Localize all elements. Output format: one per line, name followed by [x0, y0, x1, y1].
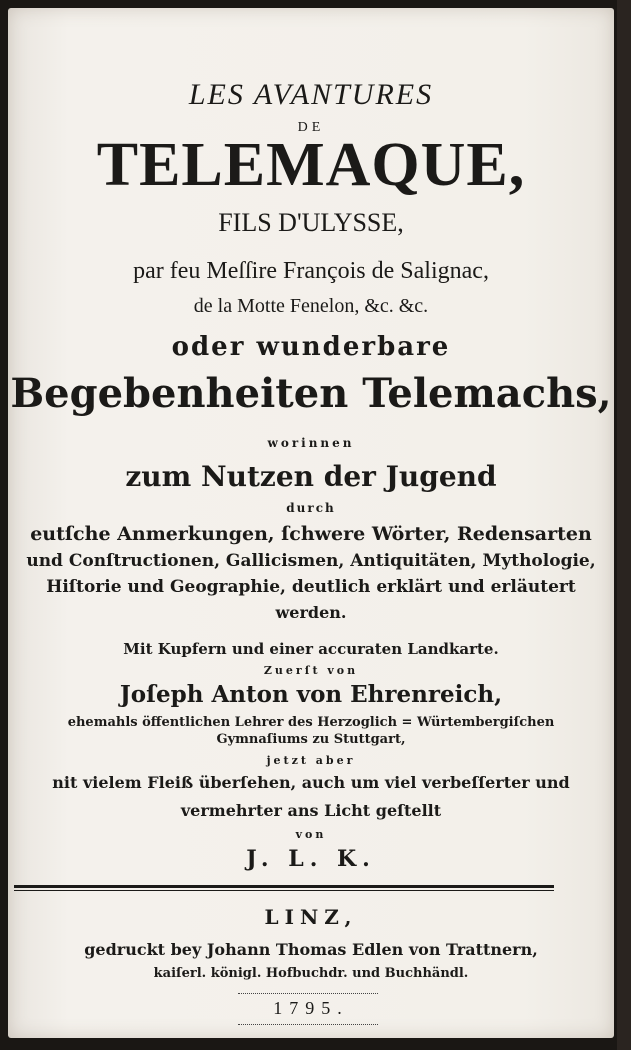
- translator-name: Joſeph Anton von Ehrenreich,: [119, 681, 503, 708]
- editor-initials: J. L. K.: [246, 846, 376, 872]
- imprint-printer: gedruckt bey Johann Thomas Edlen von Trattnern,: [84, 940, 538, 959]
- description-line-4: werden.: [275, 603, 347, 622]
- divider-rule-thin: [14, 890, 554, 891]
- von: von: [295, 828, 327, 841]
- year-rule-top: [238, 993, 378, 994]
- revision-line-1: nit vielem Fleiß überſehen, auch um viel verbeſſerter und: [52, 773, 570, 792]
- title-page: [8, 8, 614, 1038]
- divider-rule-thick: [14, 885, 554, 888]
- title-line-les-avantures: LES AVANTURES: [188, 78, 434, 111]
- translator-role-line-2: Gymnaſiums zu Stuttgart,: [216, 732, 406, 747]
- german-main-title: Begebenheiten Telemachs,: [10, 370, 612, 417]
- main-title-telemaque: TELEMAQUE,: [96, 131, 526, 199]
- revision-line-2: vermehrter ans Licht geſtellt: [180, 801, 442, 820]
- book-edge: [617, 0, 631, 1050]
- illustrations-note: Mit Kupfern und einer accuraten Landkarte.: [123, 640, 499, 658]
- author-line-2: de la Motte Fenelon, &c. &c.: [193, 295, 429, 317]
- german-title-line-1: oder wunderbare: [171, 332, 451, 362]
- imprint-printer-title: kaiſerl. königl. Hofbuchdr. und Buchhändl.: [153, 966, 469, 981]
- description-line-3: Hiſtorie und Geographie, deutlich erklärt und erläutert: [46, 577, 576, 597]
- subtitle-fils-dulysse: FILS D'ULYSSE,: [218, 208, 404, 237]
- translator-role-line-1: ehemahls öffentlichen Lehrer des Herzoglich = Würtembergiſchen: [67, 715, 555, 730]
- imprint-city: LINZ,: [264, 905, 358, 929]
- jetzt-aber: jetzt aber: [266, 754, 356, 767]
- german-line-jugend: zum Nutzen der Jugend: [125, 460, 497, 493]
- zuerst-von: Zuerſt von: [263, 664, 359, 677]
- description-line-2: und Conſtructionen, Gallicismen, Antiquitäten, Mythologie,: [26, 551, 596, 571]
- title-line-de: DE: [297, 120, 325, 135]
- description-line-1: eutſche Anmerkungen, ſchwere Wörter, Redensarten: [30, 523, 592, 545]
- author-line-1: par feu Meſſire François de Salignac,: [133, 258, 489, 284]
- german-line-durch: durch: [286, 501, 336, 515]
- imprint-year: 1795.: [273, 998, 349, 1018]
- year-rule-bottom: [238, 1024, 378, 1025]
- german-line-worinnen: worinnen: [267, 436, 355, 450]
